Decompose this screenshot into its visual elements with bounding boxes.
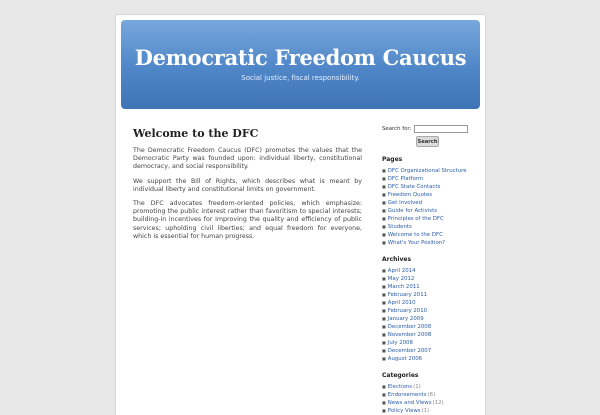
page-link-item-link[interactable]: Guide for Activists <box>387 208 438 214</box>
search-label: Search for: <box>382 126 412 132</box>
bullet-icon: ■ <box>382 208 386 213</box>
archive-link-item-link[interactable]: March 2011 <box>387 284 420 290</box>
bullet-icon: ■ <box>382 192 386 197</box>
page-link-item-link[interactable]: DFC State Contacts <box>387 184 441 190</box>
page-link-item-link[interactable]: What's Your Position? <box>387 240 446 246</box>
pages-list <box>382 167 477 247</box>
category-count: (12) <box>432 400 444 406</box>
archive-link-item <box>382 291 477 299</box>
bullet-icon: ■ <box>382 276 386 281</box>
category-link-item <box>382 391 477 399</box>
bullet-icon: ■ <box>382 240 386 245</box>
bullet-icon: ■ <box>382 400 386 405</box>
main-content <box>133 127 362 247</box>
page-link-item <box>382 183 477 191</box>
bullet-icon: ■ <box>382 308 386 313</box>
page-link-item <box>382 175 477 183</box>
bullet-icon: ■ <box>382 292 386 297</box>
page-link-item <box>382 223 477 231</box>
bullet-icon: ■ <box>382 332 386 337</box>
site-tagline: Social justice, fiscal responsibility. <box>241 74 360 82</box>
bullet-icon: ■ <box>382 300 386 305</box>
bullet-icon: ■ <box>382 268 386 273</box>
archive-link-item-link[interactable]: February 2010 <box>387 308 428 314</box>
page-container <box>115 14 486 415</box>
archive-link-item-link[interactable]: April 2010 <box>387 300 416 306</box>
archive-link-item-link[interactable]: November 2008 <box>387 332 432 338</box>
category-link-item-link[interactable]: Policy Views <box>387 408 421 414</box>
bullet-icon: ■ <box>382 224 386 229</box>
search-form <box>382 125 477 133</box>
archive-link-item <box>382 299 477 307</box>
archive-link-item <box>382 283 477 291</box>
bullet-icon: ■ <box>382 232 386 237</box>
categories-heading: Categories <box>382 372 419 379</box>
bullet-icon: ■ <box>382 200 386 205</box>
archive-link-item-link[interactable]: December 2008 <box>387 324 432 330</box>
categories-list <box>382 383 477 415</box>
page-link-item-link[interactable]: Students <box>387 224 412 230</box>
sidebar <box>382 125 477 415</box>
page-link-item <box>382 231 477 239</box>
archive-link-item <box>382 331 477 339</box>
bullet-icon: ■ <box>382 216 386 221</box>
post-paragraph: We support the Bill of Rights, which describes what is meant by individual liberty and constitutional limits on government. <box>133 177 362 193</box>
archive-link-item <box>382 347 477 355</box>
archive-link-item-link[interactable]: February 2011 <box>387 292 428 298</box>
bullet-icon: ■ <box>382 356 386 361</box>
archive-link-item <box>382 339 477 347</box>
page-link-item <box>382 191 477 199</box>
category-link-item-link[interactable]: Endorsements <box>387 392 427 398</box>
page-link-item-link[interactable]: DFC Organizational Structure <box>387 168 467 174</box>
page-link-item-link[interactable]: Freedom Quotes <box>387 192 433 198</box>
bullet-icon: ■ <box>382 284 386 289</box>
bullet-icon: ■ <box>382 408 386 413</box>
archive-link-item-link[interactable]: December 2007 <box>387 348 432 354</box>
bullet-icon: ■ <box>382 340 386 345</box>
archives-heading: Archives <box>382 256 412 263</box>
category-link-item <box>382 407 477 415</box>
bullet-icon: ■ <box>382 176 386 181</box>
category-count: (1) <box>413 384 421 390</box>
page-link-item <box>382 207 477 215</box>
page-link-item <box>382 215 477 223</box>
pages-heading: Pages <box>382 156 403 163</box>
archive-link-item-link[interactable]: January 2009 <box>387 316 424 322</box>
archive-link-item <box>382 355 477 363</box>
archive-link-item-link[interactable]: August 2006 <box>387 356 423 362</box>
search-input[interactable] <box>414 125 468 133</box>
page-link-item-link[interactable]: DFC Platform <box>387 176 424 182</box>
category-link-item-link[interactable]: News and Views <box>387 400 432 406</box>
archives-list <box>382 267 477 363</box>
bullet-icon: ■ <box>382 384 386 389</box>
site-title[interactable]: Democratic Freedom Caucus <box>134 45 467 70</box>
category-link-item <box>382 383 477 391</box>
search-button[interactable]: Search <box>416 136 439 147</box>
bullet-icon: ■ <box>382 348 386 353</box>
category-count: (6) <box>427 392 436 398</box>
site-header <box>121 20 480 109</box>
archive-link-item <box>382 323 477 331</box>
archive-link-item <box>382 267 477 275</box>
page-link-item <box>382 239 477 247</box>
archive-link-item-link[interactable]: April 2014 <box>387 268 416 274</box>
bullet-icon: ■ <box>382 324 386 329</box>
archive-link-item-link[interactable]: May 2012 <box>387 276 415 282</box>
page-link-item-link[interactable]: Get Involved <box>387 200 423 206</box>
post-paragraph: The DFC advocates freedom-oriented policies, which emphasize: promoting the public interest rather than favoritism to special interests; building-in incentives for improving the quality and efficiency of public services; upholding civil liberties; and equal freedom for everyone, which is essential for human progress. <box>133 200 362 240</box>
post-paragraph: The Democratic Freedom Caucus (DFC) promotes the values that the Democratic Party was founded upon: individual liberty, constitutional democracy, and social responsibility. <box>133 147 362 171</box>
page-link-item-link[interactable]: Principles of the DFC <box>387 216 444 222</box>
archive-link-item <box>382 307 477 315</box>
page-link-item-link[interactable]: Welcome to the DFC <box>387 232 443 238</box>
category-link-item-link[interactable]: Elections <box>387 384 413 390</box>
post-title: Welcome to the DFC <box>133 127 259 140</box>
page-link-item <box>382 199 477 207</box>
bullet-icon: ■ <box>382 316 386 321</box>
bullet-icon: ■ <box>382 392 386 397</box>
archive-link-item-link[interactable]: July 2008 <box>387 340 413 346</box>
bullet-icon: ■ <box>382 168 386 173</box>
archive-link-item <box>382 275 477 283</box>
category-link-item <box>382 399 477 407</box>
archive-link-item <box>382 315 477 323</box>
category-count: (1) <box>421 408 430 414</box>
bullet-icon: ■ <box>382 184 386 189</box>
page-link-item <box>382 167 477 175</box>
